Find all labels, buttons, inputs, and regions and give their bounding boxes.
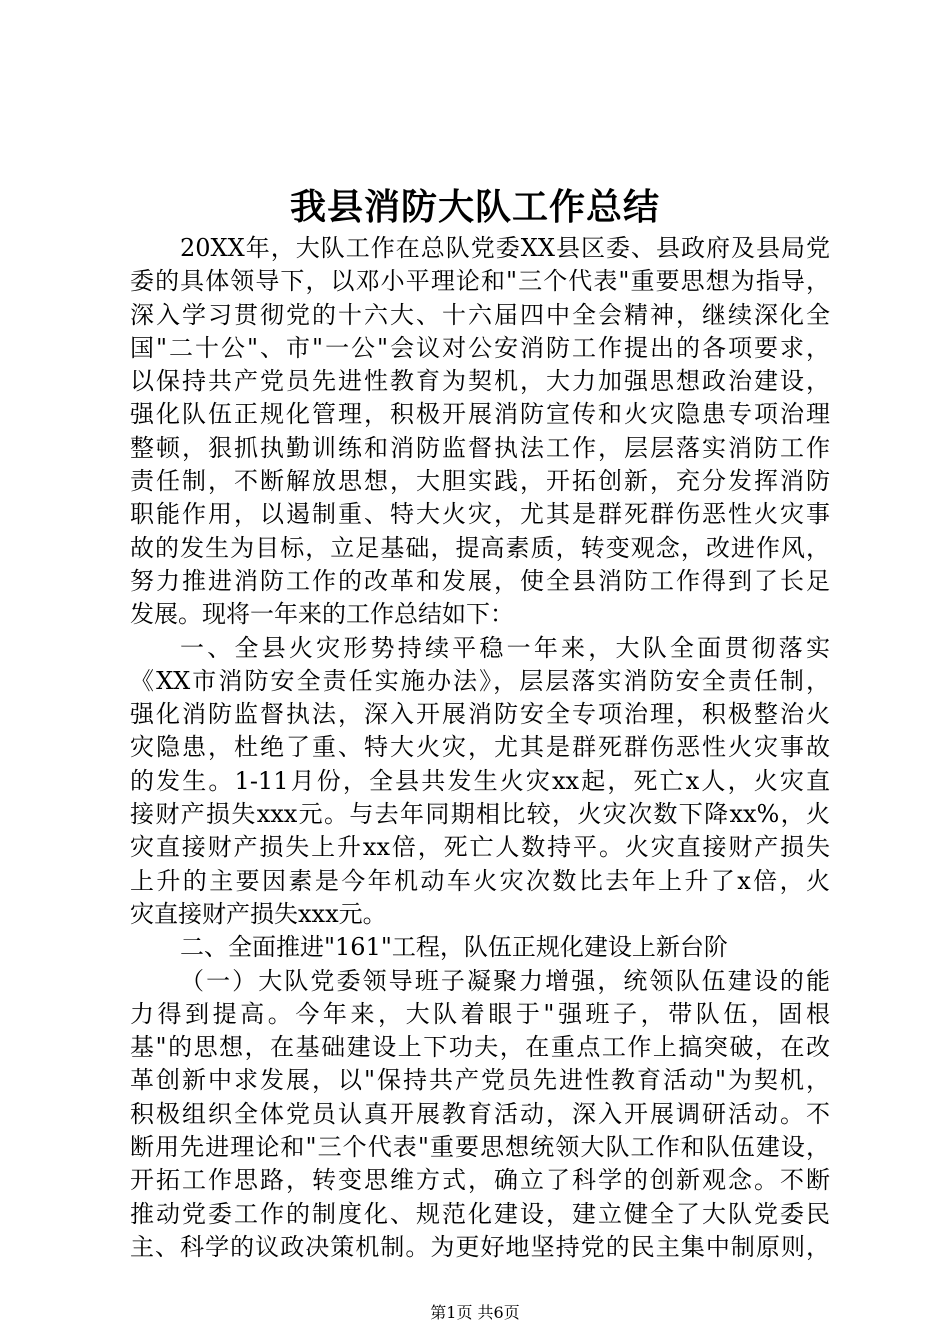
text-line: 灾直接财产损失上升xx倍，死亡人数持平。火灾直接财产损失 bbox=[130, 833, 830, 862]
section-heading-line: 一、全县火灾形势持续平稳一年来，大队全面贯彻落实 bbox=[180, 633, 830, 662]
text-line: 以保持共产党员先进性教育为契机，大力加强思想政治建设， bbox=[130, 367, 830, 396]
text-line: 积极组织全体党员认真开展教育活动，深入开展调研活动。不 bbox=[130, 1099, 830, 1128]
text-line: 强化消防监督执法，深入开展消防安全专项治理，积极整治火 bbox=[130, 700, 830, 729]
text-line: 《XX市消防安全责任实施办法》，层层落实消防安全责任制， bbox=[130, 666, 830, 695]
section-heading-line: 二、全面推进"161"工程，队伍正规化建设上新台阶 bbox=[180, 933, 728, 962]
text-line: 主、科学的议政决策机制。为更好地坚持党的民主集中制原则， bbox=[130, 1232, 830, 1261]
text-line: 灾隐患，杜绝了重、特大火灾，尤其是群死群伤恶性火灾事故 bbox=[130, 733, 830, 762]
text-line: 故的发生为目标，立足基础，提高素质，转变观念，改进作风， bbox=[130, 533, 830, 562]
text-line: 推动党委工作的制度化、规范化建设，建立健全了大队党委民 bbox=[130, 1199, 830, 1228]
text-line: 的发生。1-11月份，全县共发生火灾xx起，死亡x人，火灾直 bbox=[130, 766, 830, 795]
text-line: 力得到提高。今年来，大队着眼于"强班子，带队伍，固根 bbox=[130, 999, 830, 1028]
text-line: 努力推进消防工作的改革和发展，使全县消防工作得到了长足 bbox=[130, 566, 830, 595]
document-body bbox=[130, 232, 830, 1264]
text-line: 发展。现将一年来的工作总结如下： bbox=[130, 600, 514, 629]
text-line: 接财产损失xxx元。与去年同期相比较，火灾次数下降xx%，火 bbox=[130, 800, 830, 829]
text-line: 委的具体领导下，以邓小平理论和"三个代表"重要思想为指导， bbox=[130, 267, 830, 296]
text-line: 上升的主要因素是今年机动车火灾次数比去年上升了x倍，火 bbox=[130, 866, 830, 895]
text-line: 革创新中求发展，以"保持共产党员先进性教育活动"为契机， bbox=[130, 1066, 830, 1095]
text-line: 职能作用，以遏制重、特大火灾，尤其是群死群伤恶性火灾事 bbox=[130, 500, 830, 529]
text-line: 断用先进理论和"三个代表"重要思想统领大队工作和队伍建设， bbox=[130, 1133, 830, 1162]
text-line: 强化队伍正规化管理，积极开展消防宣传和火灾隐患专项治理 bbox=[130, 400, 830, 429]
text-line: 整顿，狠抓执勤训练和消防监督执法工作，层层落实消防工作 bbox=[130, 433, 830, 462]
text-line: 开拓工作思路，转变思维方式，确立了科学的创新观念。不断 bbox=[130, 1166, 830, 1195]
text-line: 责任制，不断解放思想，大胆实践，开拓创新，充分发挥消防 bbox=[130, 467, 830, 496]
page-footer: 第1页 共6页 bbox=[430, 1303, 520, 1322]
text-line: 20XX年，大队工作在总队党委XX县区委、县政府及县局党 bbox=[180, 234, 830, 262]
text-line: 深入学习贯彻党的十六大、十六届四中全会精神，继续深化全 bbox=[130, 300, 830, 329]
text-line: 灾直接财产损失xxx元。 bbox=[130, 899, 387, 928]
text-line: 国"二十公"、市"一公"会议对公安消防工作提出的各项要求， bbox=[130, 333, 830, 362]
text-line: 基"的思想，在基础建设上下功夫，在重点工作上搞突破，在改 bbox=[130, 1033, 830, 1062]
subsection-heading-line: （一）大队党委领导班子凝聚力增强，统领队伍建设的能 bbox=[180, 966, 830, 995]
document-title: 我县消防大队工作总结 bbox=[289, 187, 660, 228]
